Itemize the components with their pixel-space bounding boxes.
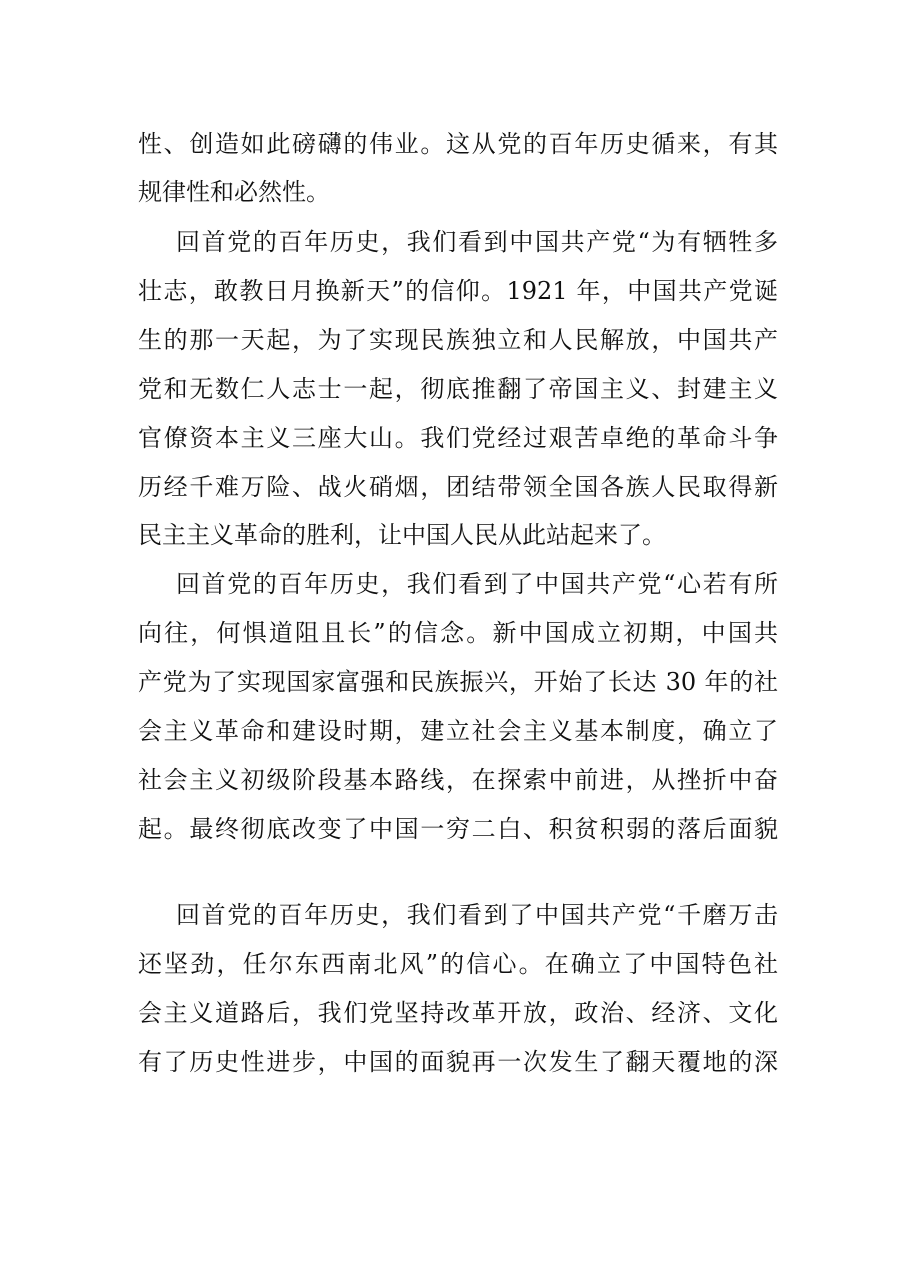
paragraph-3-line-1: 回首党的百年历史，我们看到了中国共产党“心若有所: [176, 570, 778, 598]
paragraph-4-line-2: 还坚劲，任尔东西南北风”的信心。在确立了中国特色社: [138, 950, 778, 978]
paragraph-4-line-1: 回首党的百年历史，我们看到了中国共产党“千磨万击: [176, 901, 778, 929]
paragraph-3-line-2: 向往，何惧道阻且长”的信念。新中国成立初期，中国共: [138, 619, 778, 647]
paragraph-2-line-2: 壮志，敢教日月换新天”的信仰。1921 年，中国共产党诞: [138, 277, 778, 305]
paragraph-3-line-5: 社会主义初级阶段基本路线，在探索中前进，从挫折中奋: [138, 766, 778, 794]
paragraph-3-line-4: 会主义革命和建设时期，建立社会主义基本制度，确立了: [138, 717, 778, 745]
paragraph-2-line-1: 回首党的百年历史，我们看到中国共产党“为有牺牲多: [176, 228, 778, 256]
paragraph-2-line-4: 党和无数仁人志士一起，彻底推翻了帝国主义、封建主义: [138, 375, 778, 403]
paragraph-2-line-5: 官僚资本主义三座大山。我们党经过艰苦卓绝的革命斗争: [138, 424, 778, 452]
paragraph-1-line-2: 规律性和必然性。: [138, 178, 330, 206]
paragraph-2-line-7: 民主主义革命的胜利，让中国人民从此站起来了。: [138, 521, 666, 549]
paragraph-2-line-3: 生的那一天起，为了实现民族独立和人民解放，中国共产: [138, 326, 778, 354]
paragraph-2-line-6: 历经千难万险、战火硝烟，团结带领全国各族人民取得新: [138, 473, 778, 501]
paragraph-4-line-3: 会主义道路后，我们党坚持改革开放，政治、经济、文化: [138, 999, 778, 1027]
paragraph-4-line-4: 有了历史性进步，中国的面貌再一次发生了翻天覆地的深: [138, 1048, 778, 1076]
paragraph-3-line-6: 起。最终彻底改变了中国一穷二白、积贫积弱的落后面貌: [138, 815, 778, 843]
paragraph-1-line-1: 性、创造如此磅礴的伟业。这从党的百年历史循来，有其: [138, 130, 778, 158]
paragraph-3-line-3: 产党为了实现国家富强和民族振兴，开始了长达 30 年的社: [138, 668, 778, 696]
